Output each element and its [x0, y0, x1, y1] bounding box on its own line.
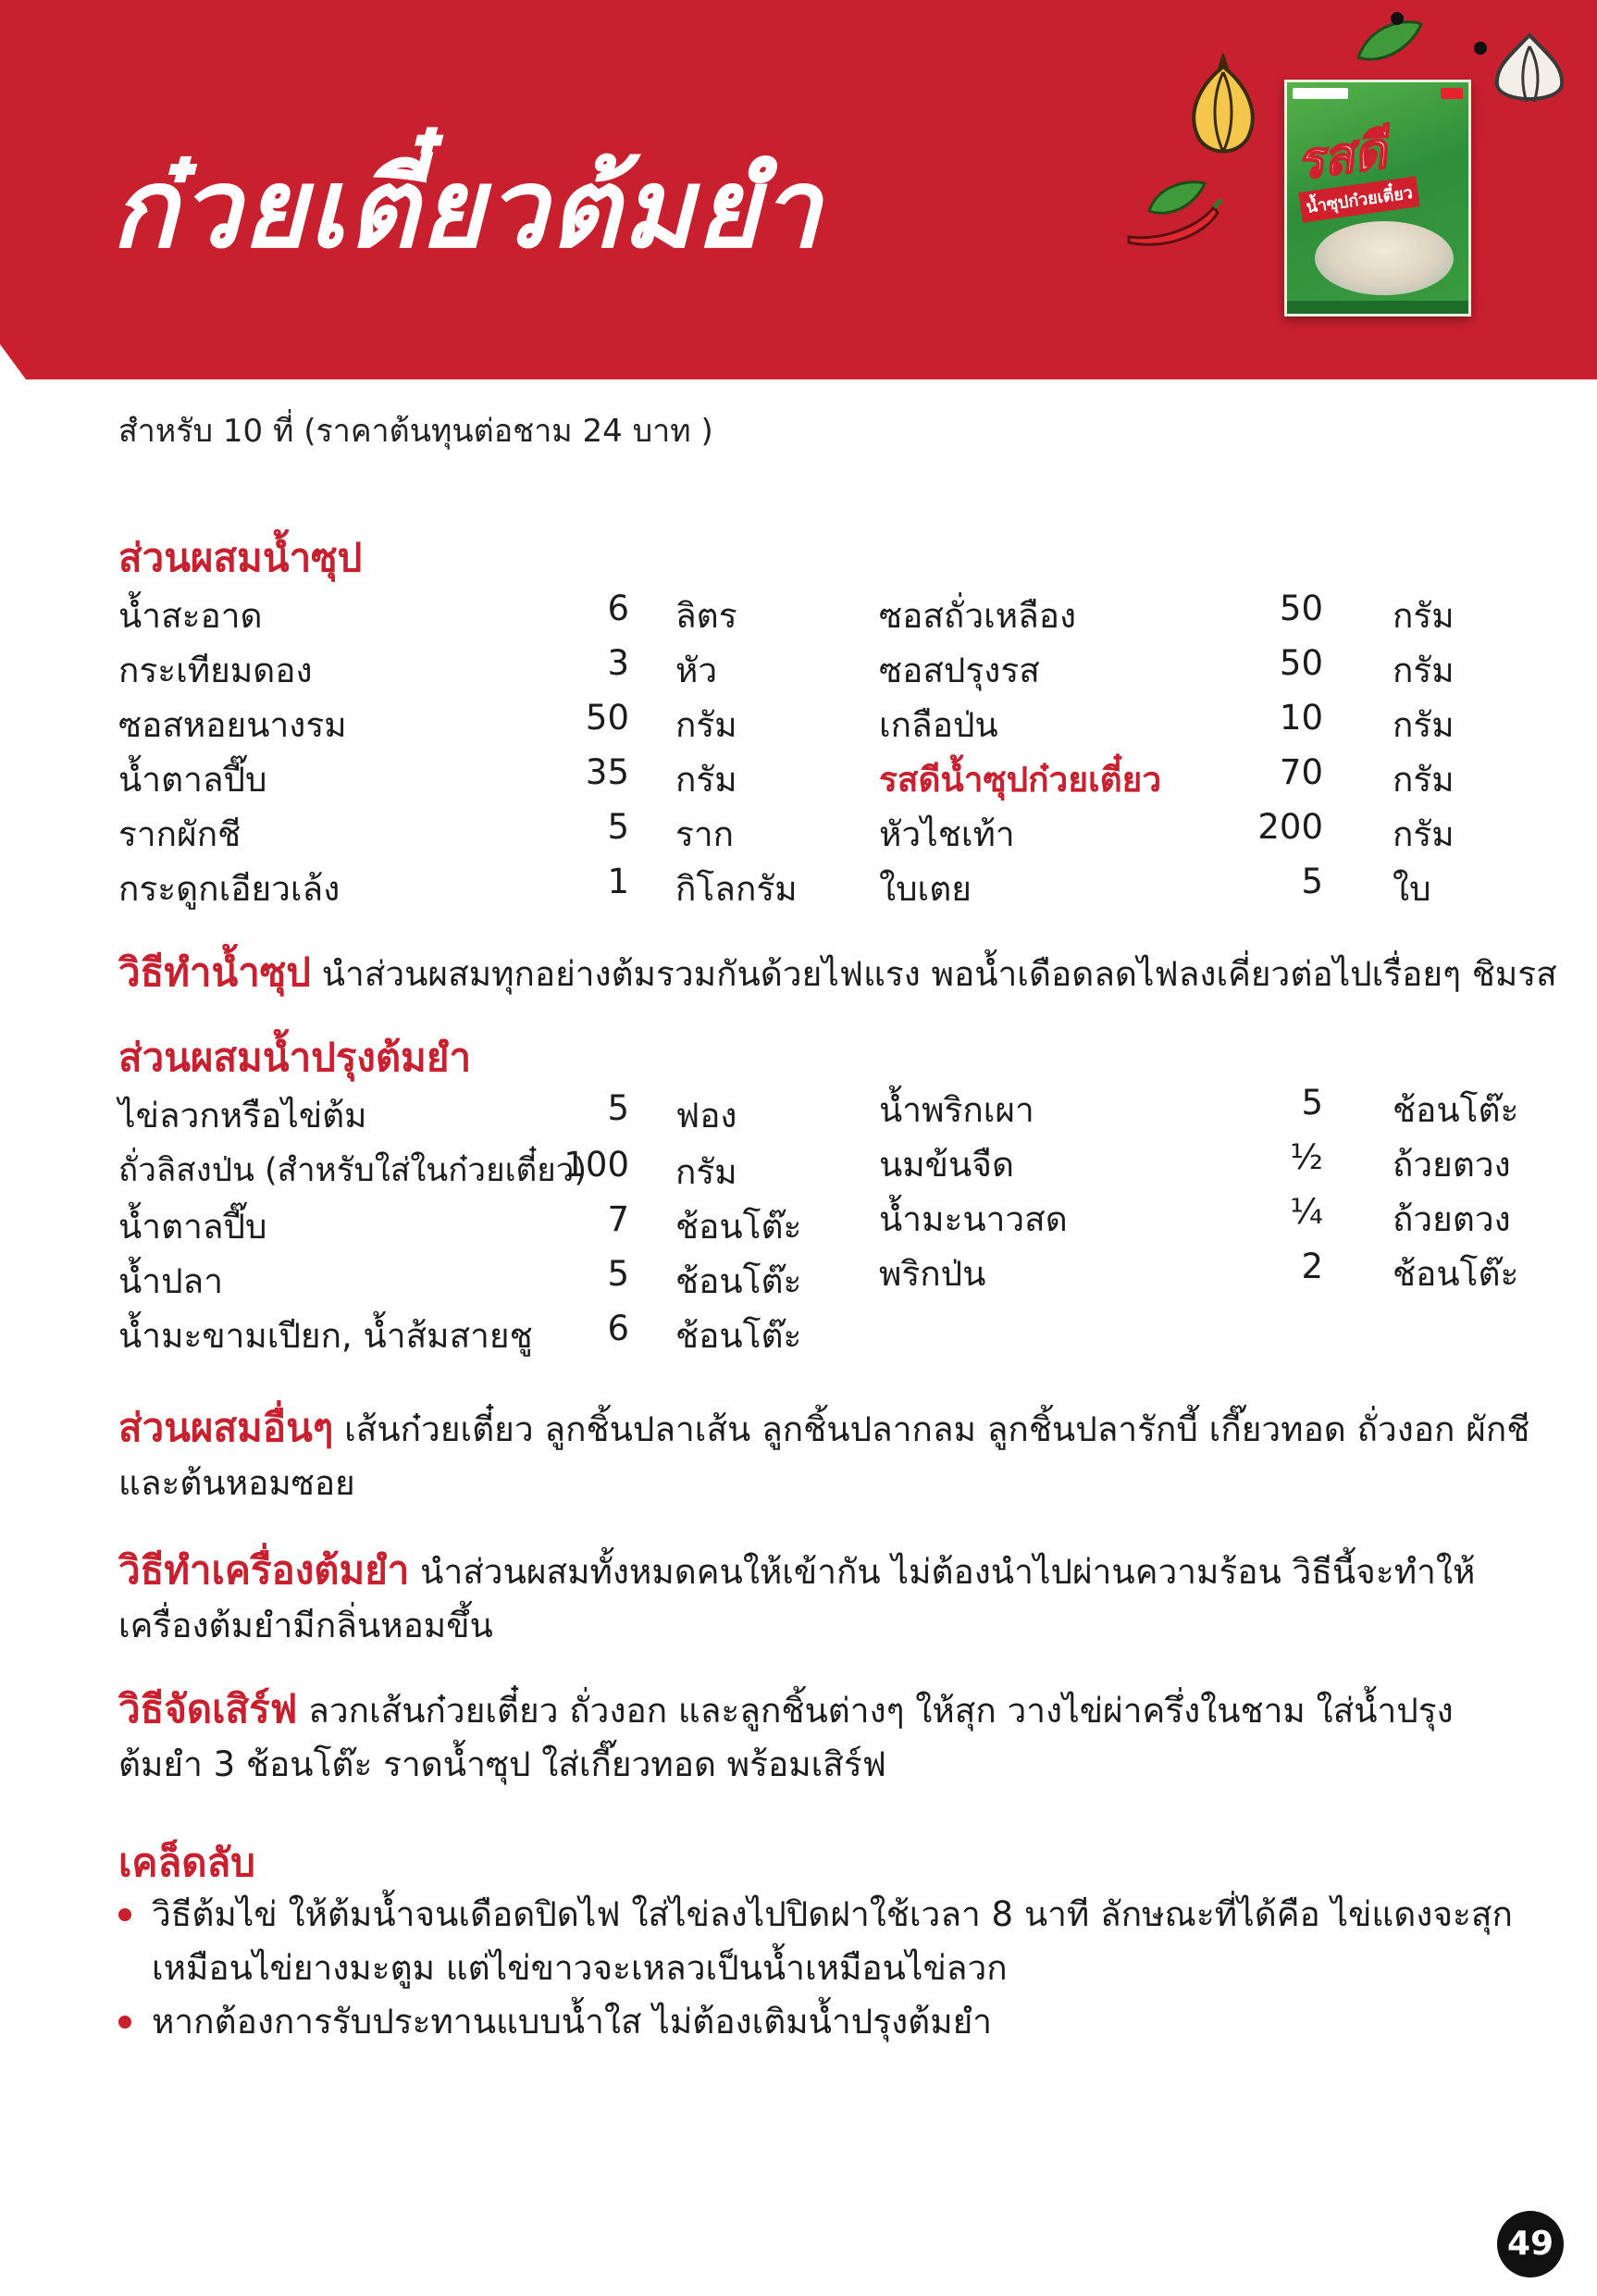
- tip-text: วิธีต้มไข่ ให้ต้มน้ำจนเดือดปิดไฟ ใส่ไข่ลงไปปิดฝาใช้เวลา 8 นาที ลักษณะที่ได้คือ ไข่แดงจะสุกเหมือนไข่ยางมะตูม แต่ไข่ขาวจะเหลวเป็นน้ำเหมือนไข่ลวก: [152, 1894, 1513, 1988]
- ingredient-name: ซอสถั่วเหลือง: [879, 596, 1077, 636]
- bullet-icon: [118, 1908, 131, 1921]
- ingredient-unit: ลิตร: [675, 596, 737, 636]
- pepper-dot-icon: [1388, 9, 1406, 28]
- ingredient-qty: 50: [1279, 589, 1323, 628]
- tip-text: หากต้องการรับประทานแบบน้ำใส ไม่ต้องเติมน้ำปรุงต้มยำ: [152, 2002, 993, 2042]
- other-ingredients: [118, 1401, 1534, 1510]
- garlic-icon: [1479, 28, 1580, 111]
- ingredient-name: พริกป่น: [879, 1254, 986, 1294]
- package-bottom-strip: [1287, 301, 1468, 314]
- ingredient-qty: 2: [1301, 1247, 1323, 1286]
- ingredient-unit: ถ้วยตวง: [1393, 1199, 1511, 1239]
- ingredient-name: ใบเตย: [879, 869, 972, 909]
- ingredient-name: รากผักชี: [118, 814, 241, 854]
- serve-method: [118, 1682, 1534, 1792]
- ingredient-unit: กรัม: [675, 760, 737, 800]
- ingredient-qty: 5: [607, 1254, 629, 1294]
- page-title: ก๋วยเตี๋ยวต้มยำ: [111, 144, 823, 272]
- ingredient-name: น้ำสะอาด: [118, 596, 263, 636]
- ingredient-name: น้ำพริกเผา: [879, 1090, 1034, 1130]
- ingredient-unit: ฟอง: [675, 1096, 737, 1136]
- pepper-dot-icon: [1471, 39, 1490, 57]
- tomyum-ingredients-heading: ส่วนผสมน้ำปรุงต้มยำ: [118, 1035, 472, 1080]
- noodle-bowl-icon: [1315, 221, 1454, 295]
- ingredient-name: นมข้นจืด: [879, 1145, 1014, 1185]
- ingredient-unit: ช้อนโต๊ะ: [675, 1261, 802, 1301]
- tip-item: [118, 1995, 1543, 2049]
- ingredient-qty: 70: [1279, 752, 1323, 792]
- ingredient-qty: 100: [563, 1145, 629, 1185]
- ingredient-name: เกลือป่น: [879, 705, 998, 745]
- package-badge: [1441, 88, 1463, 99]
- ingredient-unit: ช้อนโต๊ะ: [675, 1207, 802, 1247]
- tip-item: [118, 1888, 1543, 1995]
- serve-method-text: ลวกเส้นก๋วยเตี๋ยว ถั่วงอก และลูกชิ้นต่างๆ ให้สุก วางไข่ผ่าครึ่งในชาม ใส่น้ำปรุงต้มยำ 3 ช้อนโต๊ะ ราดน้ำซุป ใส่เกี๊ยวทอด พร้อมเสิร์ฟ: [118, 1691, 1454, 1784]
- package-logo-strip: [1293, 88, 1348, 99]
- ingredient-unit: ช้อนโต๊ะ: [675, 1316, 802, 1356]
- ingredient-qty: 200: [1257, 807, 1323, 847]
- other-ingredients-text: เส้นก๋วยเตี๋ยว ลูกชิ้นปลาเส้น ลูกชิ้นปลากลม ลูกชิ้นปลารักบี้ เกี๊ยวทอด ถั่วงอก ผักชีและต้นหอมซอย: [118, 1409, 1530, 1503]
- ingredient-qty: 5: [607, 807, 629, 847]
- ingredient-name: น้ำมะขามเปียก, น้ำส้มสายชู: [118, 1316, 533, 1356]
- ingredient-qty: 6: [607, 1309, 629, 1348]
- ingredient-unit: ใบ: [1393, 869, 1431, 909]
- ingredient-unit: ช้อนโต๊ะ: [1393, 1090, 1519, 1130]
- ingredient-unit: ถ้วยตวง: [1393, 1145, 1511, 1185]
- product-package-image: [1284, 80, 1471, 316]
- ingredient-qty: 7: [607, 1199, 629, 1239]
- bullet-icon: [118, 2016, 131, 2029]
- chili-icon: [1121, 194, 1223, 250]
- ingredient-name: หัวไชเท้า: [879, 814, 1015, 854]
- tomyum-method: [118, 1544, 1534, 1653]
- ingredient-name-highlight: รสดีน้ำซุปก๋วยเตี๋ยว: [879, 760, 1162, 800]
- ingredient-unit: กรัม: [1393, 705, 1455, 745]
- ingredient-unit: กรัม: [1393, 596, 1455, 636]
- soup-method: [118, 946, 1562, 1001]
- other-ingredients-label: ส่วนผสมอื่นๆ: [118, 1405, 334, 1450]
- ingredient-name: ซอสปรุงรส: [879, 651, 1040, 690]
- ingredient-qty: 35: [585, 752, 629, 792]
- ingredient-unit: กิโลกรัม: [675, 869, 798, 909]
- ingredient-unit: ราก: [675, 814, 735, 854]
- ingredient-qty: 5: [1301, 1083, 1323, 1123]
- ingredient-qty: 6: [607, 589, 629, 628]
- serve-method-label: วิธีจัดเสิร์ฟ: [118, 1686, 298, 1731]
- tips-list: [118, 1888, 1543, 2049]
- ingredient-qty: 3: [607, 643, 629, 683]
- soup-method-label: วิธีทำน้ำซุป: [118, 949, 311, 995]
- ingredient-unit: กรัม: [1393, 814, 1455, 854]
- ingredient-name: ถั่วลิสงป่น (สำหรับใส่ในก๋วยเตี๋ยว): [118, 1152, 588, 1189]
- ingredient-name: น้ำตาลปี๊บ: [118, 760, 267, 800]
- ingredient-qty: 50: [585, 698, 629, 738]
- serving-info: สำหรับ 10 ที่ (ราคาต้นทุนต่อชาม 24 บาท ): [118, 413, 713, 450]
- ingredient-unit: ช้อนโต๊ะ: [1393, 1254, 1519, 1294]
- ingredient-unit: กรัม: [1393, 760, 1455, 800]
- ingredient-qty: 10: [1279, 698, 1323, 738]
- onion-icon: [1168, 54, 1279, 165]
- ingredient-qty: 5: [1301, 862, 1323, 901]
- page-number: 49: [1497, 2211, 1564, 2277]
- ingredient-name: น้ำตาลปี๊บ: [118, 1207, 267, 1247]
- ingredient-name: ไข่ลวกหรือไข่ต้ม: [118, 1096, 367, 1136]
- ingredient-name: ซอสหอยนางรม: [118, 705, 347, 745]
- ingredient-name: น้ำปลา: [118, 1261, 224, 1301]
- ingredient-name: กระเทียมดอง: [118, 651, 313, 690]
- tomyum-method-text: นำส่วนผสมทั้งหมดคนให้เข้ากัน ไม่ต้องนำไปผ่านความร้อน วิธีนี้จะทำให้เครื่องต้มยำมีกลิ่นหอมขึ้น: [118, 1552, 1476, 1645]
- ingredient-name: กระดูกเอียวเล้ง: [118, 869, 340, 909]
- ingredient-qty: 5: [607, 1088, 629, 1128]
- soup-ingredients-heading: ส่วนผสมน้ำซุป: [118, 535, 363, 580]
- package-product-name: น้ำซุปก๋วยเตี๋ยว: [1298, 176, 1419, 223]
- soup-method-text: นำส่วนผสมทุกอย่างต้มรวมกันด้วยไฟแรง พอน้ำเดือดลดไฟลงเคี่ยวต่อไปเรื่อยๆ ชิมรส: [310, 954, 1557, 994]
- ingredient-unit: กรัม: [675, 705, 737, 745]
- ingredient-qty: 50: [1279, 643, 1323, 683]
- ingredient-qty: 1: [607, 862, 629, 901]
- ingredient-qty: ¼: [1290, 1192, 1323, 1232]
- ingredient-unit: หัว: [675, 651, 718, 690]
- package-brand: รสดี: [1293, 120, 1391, 192]
- ingredient-unit: กรัม: [1393, 651, 1455, 690]
- tips-heading: เคล็ดลับ: [118, 1840, 255, 1885]
- ingredient-qty: ½: [1290, 1137, 1323, 1177]
- ingredient-unit: กรัม: [675, 1152, 737, 1192]
- ingredient-name: น้ำมะนาวสด: [879, 1199, 1068, 1239]
- tomyum-method-label: วิธีทำเครื่องต้มยำ: [118, 1547, 410, 1593]
